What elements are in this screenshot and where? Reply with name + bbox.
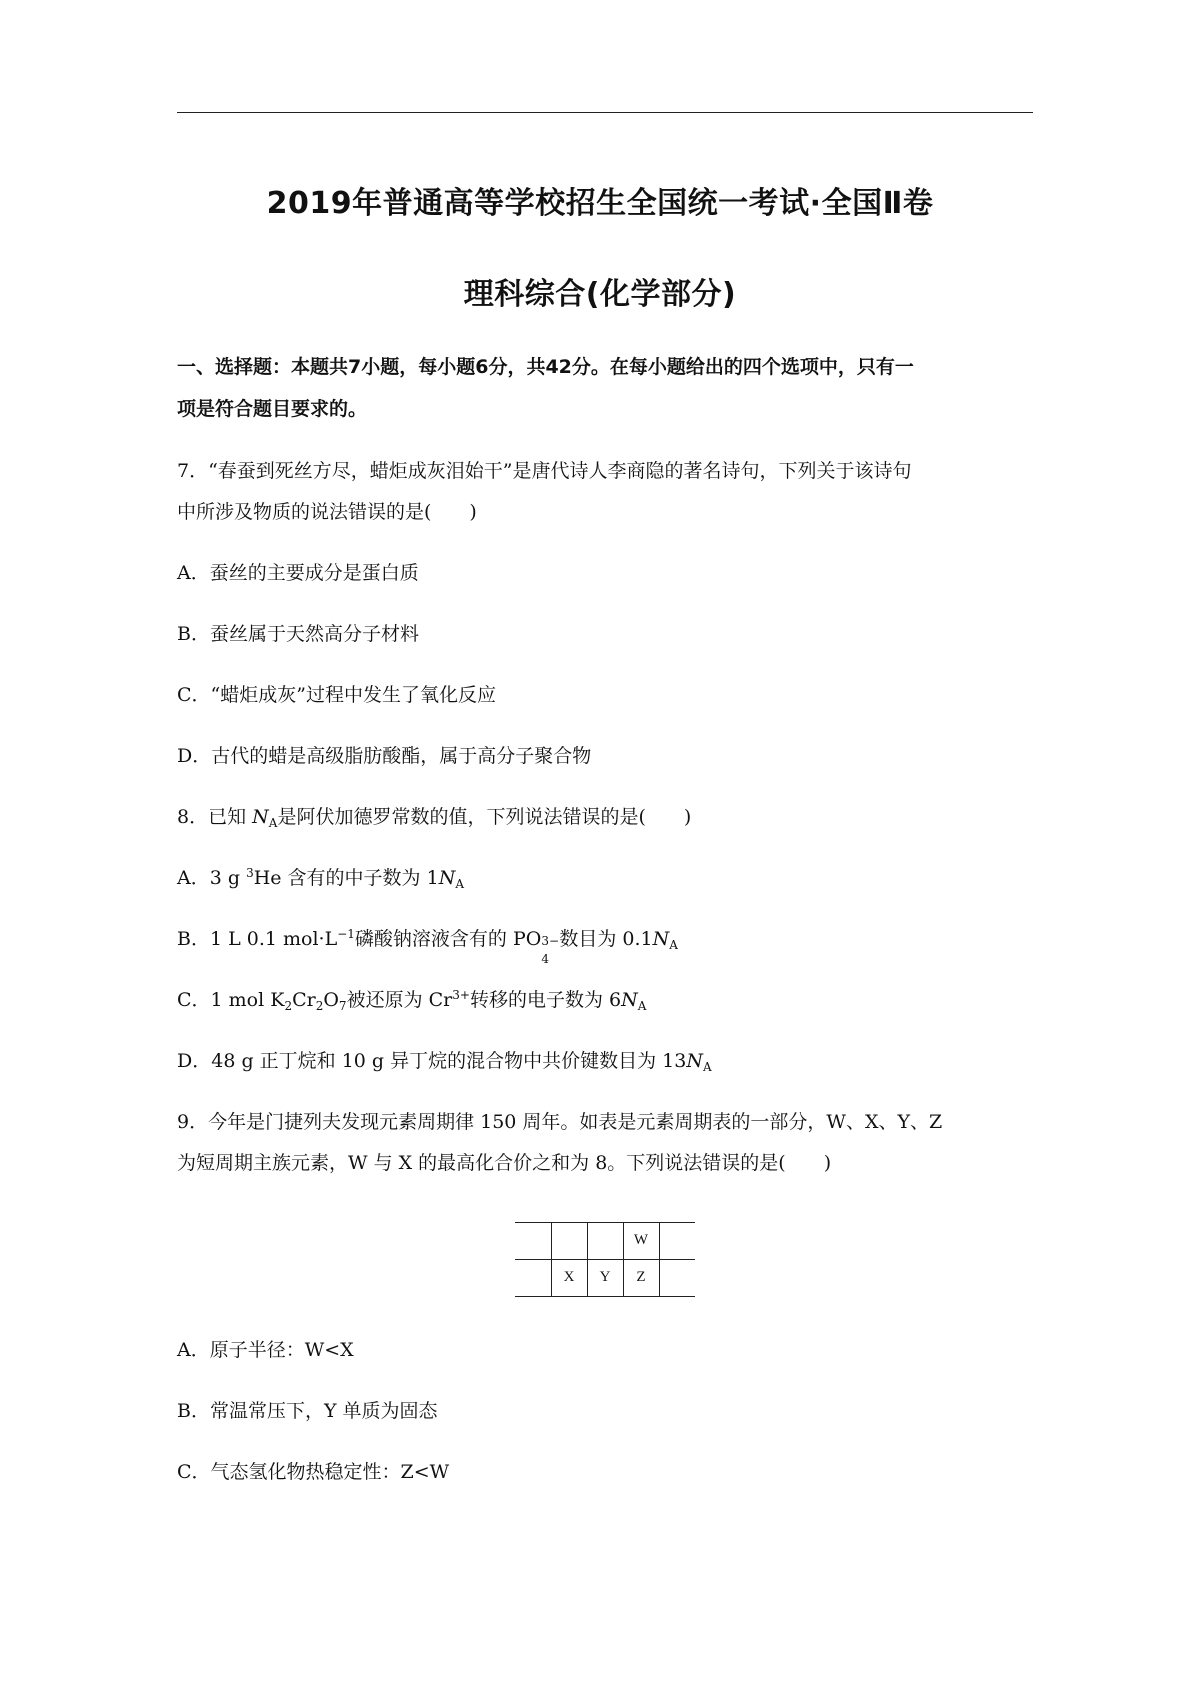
- q8-b-text-1: B．1 L 0.1 mol·L: [177, 928, 338, 950]
- q7-option-d: D．古代的蜡是高级脂肪酸酯，属于高分子聚合物: [177, 745, 592, 767]
- q8-b-na: N: [652, 928, 670, 950]
- q8-option-b: B．1 L 0.1 $mol\cdot L^{-1}$磷酸钠溶液含有的 PO 3− 4 数目为 $0.1N_A$: [177, 927, 678, 966]
- q9-option-c: C．气态氢化物热稳定性：Z<W: [177, 1461, 450, 1483]
- q8-c-na: N: [621, 989, 638, 1011]
- q9-option-b: B．常温常压下，Y 单质为固态: [177, 1400, 438, 1422]
- table-cell-x: X: [563, 1269, 575, 1285]
- section-instruction-line-1: 一、选择题：本题共7小题，每小题6分，共42分。在每小题给出的四个选项中，只有一: [177, 356, 914, 378]
- q8-b-text-3: 数目为 0.1: [559, 928, 653, 950]
- q8-a-text-1: A．3 g: [177, 867, 247, 889]
- q8-stem-pre: 8．已知: [177, 806, 253, 828]
- table-cell-y: Y: [599, 1269, 611, 1285]
- q8-a-text-2: He 含有的中子数为 1: [253, 867, 439, 889]
- table-cell-z: Z: [636, 1269, 646, 1285]
- q8-stem: [177, 802, 691, 832]
- q8-option-d: [177, 1046, 712, 1076]
- table-cell: [515, 1222, 551, 1258]
- section-instruction-line-2: 项是符合题目要求的。: [177, 398, 368, 420]
- q8-c-na-sub: A: [637, 999, 647, 1013]
- exam-subtitle: 理科综合(化学部分): [463, 277, 737, 312]
- q8-d-text: D．48 g 正丁烷和 10 g 异丁烷的混合物中共价键数目为 13: [177, 1050, 687, 1072]
- q8-c-text-1: C．1 mol K: [177, 989, 285, 1011]
- periodic-table-fragment: [515, 1222, 695, 1296]
- q8-b-text-2: 磷酸钠溶液含有的 PO: [354, 928, 542, 950]
- q7-option-a: A．蚕丝的主要成分是蛋白质: [177, 562, 419, 584]
- q8-option-c: [177, 985, 646, 1015]
- q7-stem-line-1: 7．“春蚕到死丝方尽，蜡炬成灰泪始干”是唐代诗人李商隐的著名诗句，下列关于该诗句: [177, 460, 912, 482]
- avogadro-subscript: A: [268, 816, 278, 830]
- q8-c-charge: 3+: [452, 988, 470, 1002]
- table-cell-w: W: [633, 1232, 649, 1248]
- q7-option-c: C．“蜡炬成灰”过程中发生了氧化反应: [177, 684, 496, 706]
- q8-d-na: N: [686, 1050, 703, 1072]
- table-cell: [659, 1222, 695, 1258]
- q8-option-a: [177, 863, 464, 893]
- q8-c-k-sub: 2: [284, 999, 293, 1013]
- table-cell: [515, 1259, 551, 1295]
- q8-a-na: N: [438, 867, 456, 889]
- q9-stem-line-1: 9．今年是门捷列夫发现元素周期律 150 周年。如表是元素周期表的一部分，W、X、Y、Z: [177, 1111, 943, 1133]
- q8-c-cr: Cr: [292, 989, 316, 1011]
- table-cell: [587, 1222, 623, 1258]
- q8-a-mass-number: 3: [246, 866, 254, 880]
- q9-stem-line-2: 为短周期主族元素，W 与 X 的最高化合价之和为 8。下列说法错误的是( ): [177, 1152, 832, 1174]
- q8-c-o-sub: 7: [338, 999, 347, 1013]
- q8-b-na-sub: A: [669, 938, 678, 952]
- q8-a-na-sub: A: [455, 877, 464, 891]
- avogadro-symbol: N: [252, 806, 269, 828]
- q7-stem-line-2: 中所涉及物质的说法错误的是( ): [177, 501, 477, 523]
- q7-option-b: B．蚕丝属于天然高分子材料: [177, 623, 419, 645]
- q8-c-o: O: [323, 989, 339, 1011]
- q8-c-text-3: 转移的电子数为 6: [469, 989, 622, 1011]
- exam-title: 2019年普通高等学校招生全国统一考试·全国Ⅱ卷: [266, 186, 934, 221]
- q8-c-cr-sub: 2: [315, 999, 324, 1013]
- q8-stem-post: 是阿伏加德罗常数的值，下列说法错误的是( ): [277, 806, 692, 828]
- q8-b-unit-exponent: −1: [337, 927, 355, 941]
- table-cell: [551, 1222, 587, 1258]
- table-rule-bottom: [515, 1296, 695, 1297]
- table-cell: [659, 1259, 695, 1295]
- q8-d-na-sub: A: [702, 1060, 712, 1074]
- q8-c-text-2: 被还原为 Cr: [346, 989, 453, 1011]
- q9-option-a: A．原子半径：W<X: [177, 1339, 354, 1361]
- header-rule: [177, 112, 1033, 113]
